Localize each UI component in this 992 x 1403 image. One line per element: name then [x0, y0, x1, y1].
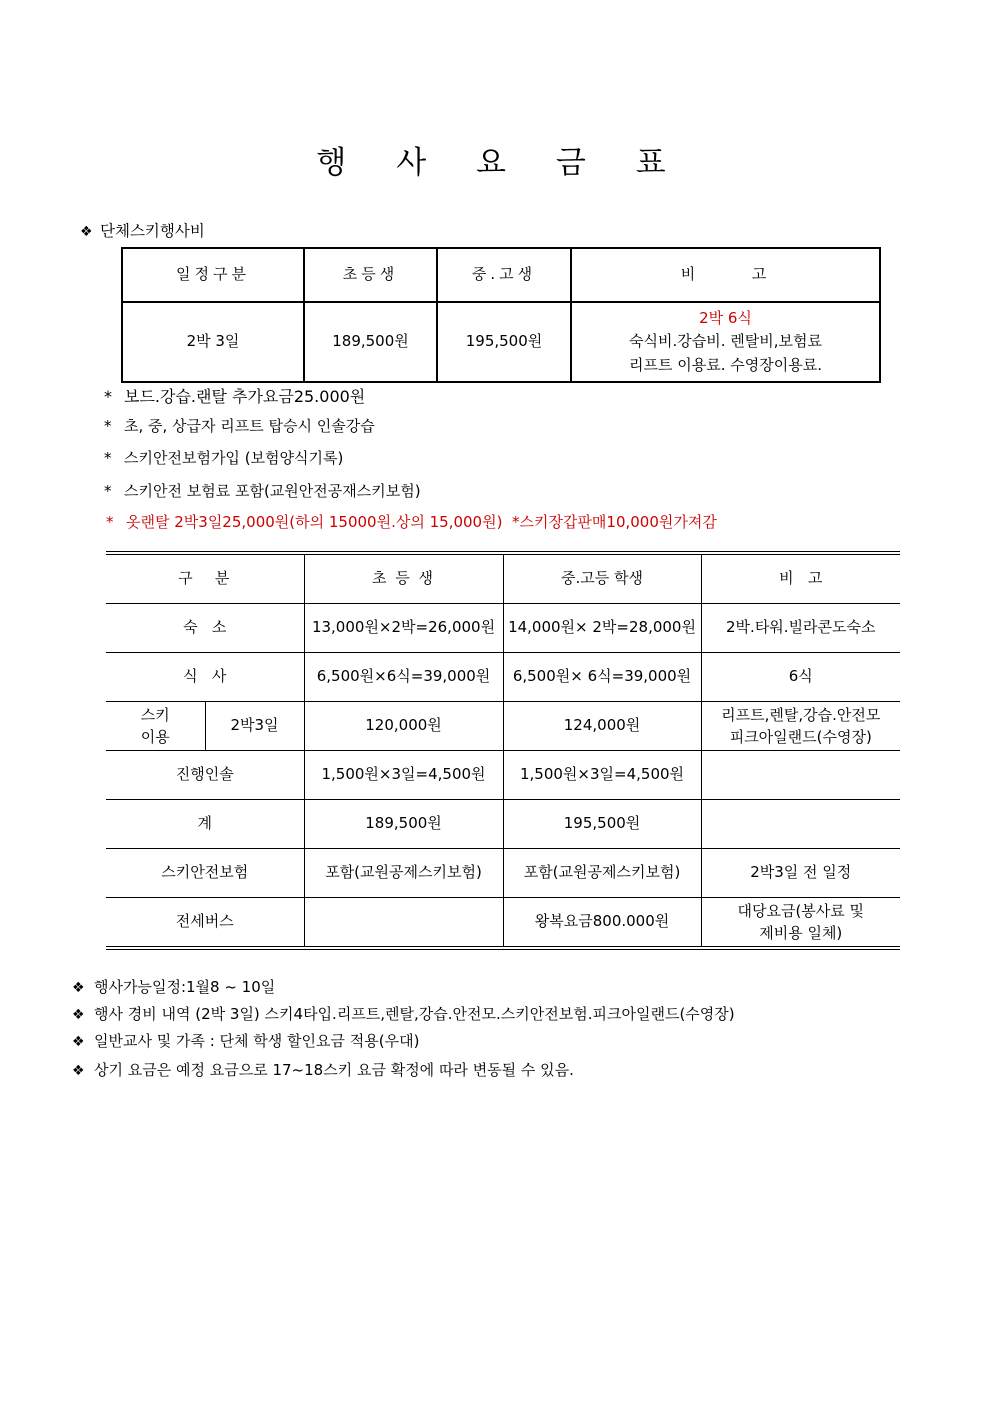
- diamond-bullet-icon: ❖: [72, 980, 85, 996]
- remark-line-1: 대당요금(봉사료 및: [737, 901, 865, 920]
- footer-text: 일반교사 및 가족 : 단체 학생 할인요금 적용(우대): [94, 1032, 420, 1050]
- note-text: 스키안전 보험료 포함(교원안전공재스키보험): [124, 482, 421, 500]
- header-middle-high: 중.고생: [437, 248, 571, 302]
- header-elementary: 초등생: [304, 248, 437, 302]
- cell-middle-high: 14,000원× 2박=28,000원: [503, 604, 701, 653]
- remark-line-1: 숙식비.강습비. 렌탈비,보험료: [629, 332, 822, 351]
- footer-item: [72, 1030, 419, 1051]
- page-title: 행 사 요 금 표: [316, 145, 686, 181]
- remark-meals: 2박 6식: [699, 309, 752, 328]
- header-elementary: 초 등 생: [304, 553, 503, 604]
- row-label-line-2: 이용: [140, 728, 170, 746]
- cell-elementary: 120,000원: [304, 702, 503, 751]
- diamond-bullet-icon: ❖: [72, 1034, 85, 1050]
- note-text: 초, 중, 상급자 리프트 탑승시 인솔강습: [124, 417, 375, 435]
- footer-item: [72, 1059, 574, 1080]
- header-middle-high: 중.고등 학생: [503, 553, 701, 604]
- diamond-bullet-icon: ❖: [80, 224, 93, 240]
- cell-middle-high: 124,000원: [503, 702, 701, 751]
- cell-remark: [701, 702, 900, 751]
- cell-remark: [701, 751, 900, 800]
- note-item-red: * 옷랜탈 2박3일25,000원(하의 15000원.상의 15,000원) *스키장갑판매10,000원가져감: [106, 513, 717, 531]
- header-category: 구 분: [106, 553, 304, 604]
- note-item: * 스키안전보험가입 (보험양식기록): [104, 449, 344, 467]
- table-row: [122, 302, 880, 382]
- footer-item: [72, 1003, 735, 1024]
- table-header-row: [122, 248, 880, 302]
- cell-middle-high: 1,500원×3일=4,500원: [503, 751, 701, 800]
- row-label: 계: [106, 800, 304, 849]
- cell-elementary: 1,500원×3일=4,500원: [304, 751, 503, 800]
- remark-line-2: 피크아일랜드(수영장): [729, 728, 872, 746]
- cell-elementary: 189,500원: [304, 800, 503, 849]
- cell-remark: 2박3일 전 일정: [701, 849, 900, 898]
- row-label: 스키안전보험: [106, 849, 304, 898]
- cell-elementary: 포함(교원공제스키보험): [304, 849, 503, 898]
- cell-schedule: 2박 3일: [122, 302, 304, 382]
- cost-breakdown-table: [106, 551, 900, 950]
- cell-remark: [701, 898, 900, 949]
- ski-fee-summary-table: [121, 247, 881, 383]
- row-label: 진행인솔: [106, 751, 304, 800]
- remark-line-2: 리프트 이용료. 수영장이용료.: [629, 355, 822, 374]
- cell-remark: [571, 302, 880, 382]
- row-label: 전세버스: [106, 898, 304, 949]
- table-row: [106, 800, 900, 849]
- row-sublabel: 2박3일: [205, 702, 304, 751]
- table-row: [106, 604, 900, 653]
- row-label: 숙 소: [106, 604, 304, 653]
- table-row: [106, 898, 900, 949]
- cell-middle-high: 왕복요금800.000원: [503, 898, 701, 949]
- footer-text: 상기 요금은 예정 요금으로 17~18스키 요금 확정에 따라 변동될 수 있음.: [94, 1061, 574, 1079]
- header-schedule: 일정구분: [122, 248, 304, 302]
- note-item: * 초, 중, 상급자 리프트 탑승시 인솔강습: [104, 417, 375, 435]
- footer-item: [72, 976, 275, 997]
- row-label: [106, 702, 205, 751]
- row-label: 식 사: [106, 653, 304, 702]
- cell-remark: [701, 800, 900, 849]
- header-remark: 비 고: [571, 248, 880, 302]
- table-row: [106, 751, 900, 800]
- header-remark: 비 고: [701, 553, 900, 604]
- cell-elementary: [304, 898, 503, 949]
- note-text: 스키안전보험가입 (보험양식기록): [124, 449, 344, 467]
- table-row: [106, 849, 900, 898]
- note-text: 옷랜탈 2박3일25,000원(하의 15000원.상의 15,000원) *스키장갑판매10,000원가져감: [126, 513, 717, 531]
- remark-line-1: 리프트,렌탈,강습.안전모: [721, 705, 881, 724]
- table-header-row: [106, 553, 900, 604]
- remark-line-2: 제비용 일체): [759, 924, 843, 942]
- table-row: [106, 653, 900, 702]
- table-row: [106, 702, 900, 751]
- cell-middle-high: 195,500원: [503, 800, 701, 849]
- diamond-bullet-icon: ❖: [72, 1007, 85, 1023]
- diamond-bullet-icon: ❖: [72, 1063, 85, 1079]
- note-text: 보드.강습.랜탈 추가요금25.000원: [124, 387, 366, 406]
- cell-remark: 2박.타워.빌라콘도숙소: [701, 604, 900, 653]
- cell-middle-high: 포함(교원공제스키보험): [503, 849, 701, 898]
- note-item: * 스키안전 보험료 포함(교원안전공재스키보험): [104, 482, 421, 500]
- footer-text: 행사 경비 내역 (2박 3일) 스키4타입.리프트,렌탈,강습.안전모.스키안전보험.피크아일랜드(수영장): [94, 1005, 735, 1023]
- cell-elementary: 6,500원×6식=39,000원: [304, 653, 503, 702]
- section-label: 단체스키행사비: [100, 222, 205, 240]
- row-label-line-1: 스키: [140, 705, 170, 724]
- footer-text: 행사가능일정:1월8 ~ 10일: [94, 978, 276, 996]
- cell-middle-high: 6,500원× 6식=39,000원: [503, 653, 701, 702]
- cell-remark: 6식: [701, 653, 900, 702]
- cell-elementary: 13,000원×2박=26,000원: [304, 604, 503, 653]
- cell-elementary-price: 189,500원: [304, 302, 437, 382]
- note-item: * 보드.강습.랜탈 추가요금25.000원: [104, 387, 366, 406]
- section-heading: [80, 219, 205, 241]
- cell-middle-high-price: 195,500원: [437, 302, 571, 382]
